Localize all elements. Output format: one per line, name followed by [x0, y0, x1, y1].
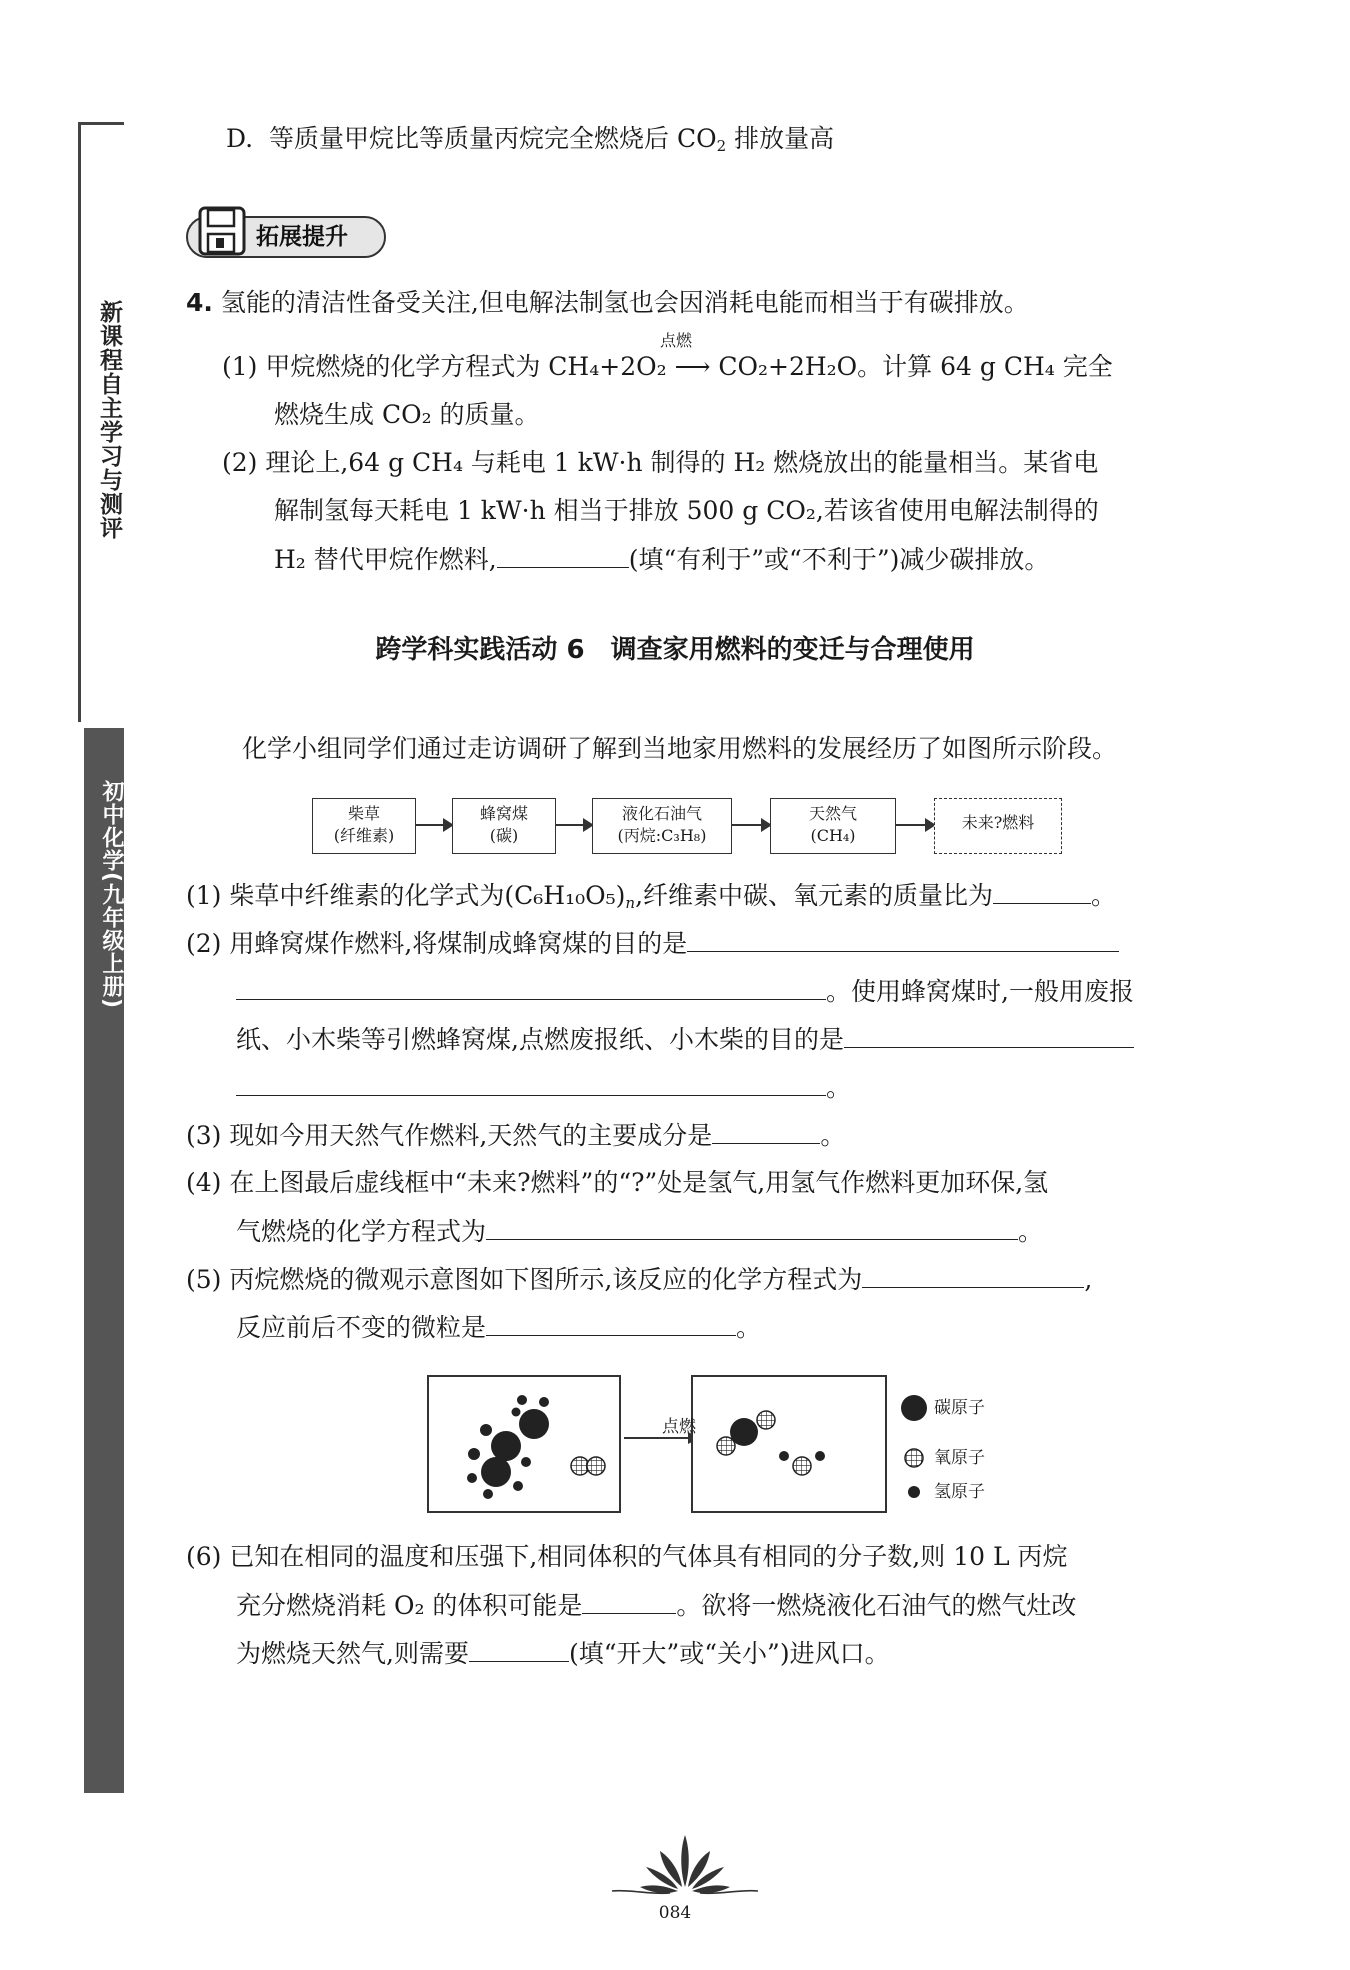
- legend-hydrogen-symbol: [908, 1486, 920, 1498]
- micro-arrow-label: 点燃: [662, 1417, 696, 1437]
- q4-stem-text: 氢能的清洁性备受关注,但电解法制氢也会因消耗电能而相当于有碳排放。: [220, 288, 1029, 317]
- q4-stem: [186, 286, 1029, 320]
- answer-blank[interactable]: [236, 1070, 826, 1096]
- legend-carbon-symbol: [901, 1395, 927, 1421]
- q4-number: 4.: [186, 288, 213, 317]
- answer-blank[interactable]: [712, 1118, 820, 1144]
- question-1: (1) 柴草中纤维素的化学式为$(C_6H_{10}O_5)_n$,纤维素中碳、氧元素的质量比为 。: [186, 878, 1116, 913]
- question-2-line3: 纸、小木柴等引燃蜂窝煤,点燃废报纸、小木柴的目的是: [236, 1022, 1134, 1057]
- question-2-line1: (2) 用蜂窝煤作燃料,将煤制成蜂窝煤的目的是: [186, 926, 1119, 961]
- answer-blank[interactable]: [687, 926, 1119, 952]
- page-number: 084: [658, 1903, 692, 1923]
- flow-arrow: [732, 824, 770, 826]
- flow-arrow: [416, 824, 452, 826]
- leaf-ornament-icon: [610, 1825, 760, 1905]
- question-5-line2: 反应前后不变的微粒是 。: [236, 1310, 761, 1345]
- option-d-label: D.: [226, 124, 254, 153]
- floppy-disk-icon: [196, 204, 252, 260]
- question-2-line4: 。: [236, 1070, 851, 1105]
- activity-intro: 化学小组同学们通过走访调研了解到当地家用燃料的发展经历了如图所示阶段。: [242, 734, 1118, 763]
- answer-blank[interactable]: [862, 1262, 1084, 1288]
- flow-arrow: [556, 824, 592, 826]
- question-6-line3: 为燃烧天然气,则需要 (填“开大”或“关小”)进风口。: [236, 1636, 890, 1671]
- propane-combustion-micro-diagram: [426, 1370, 986, 1525]
- flow-box-natural-gas: 天然气 (CH₄): [770, 798, 896, 854]
- answer-blank[interactable]: [236, 974, 826, 1000]
- flow-box-future-fuel: 未来?燃料: [934, 798, 1062, 854]
- legend-carbon-label: 碳原子: [934, 1398, 985, 1418]
- sidebar-subject-label: 初中化学(九年级上册): [99, 780, 124, 1010]
- question-5-line1: (5) 丙烷燃烧的微观示意图如下图所示,该反应的化学方程式为 ,: [186, 1262, 1092, 1297]
- sidebar-book-title: 新课程自主学习与测评: [96, 300, 122, 540]
- legend-oxygen-symbol: [905, 1449, 923, 1467]
- activity-title: 跨学科实践活动 6 调查家用燃料的变迁与合理使用: [375, 635, 975, 665]
- flow-box-honeycomb-coal: 蜂窝煤 (碳): [452, 798, 556, 854]
- question-2-line2: 。使用蜂窝煤时,一般用废报: [236, 974, 1134, 1009]
- answer-blank[interactable]: [497, 542, 629, 568]
- option-d-text: 等质量甲烷比等质量丙烷完全燃烧后 CO: [269, 124, 717, 153]
- question-3: (3) 现如今用天然气作燃料,天然气的主要成分是 。: [186, 1118, 845, 1153]
- q4-p1-line1: (1) 甲烷燃烧的化学方程式为 CH₄+2O₂ ⟶ CO₂+2H₂O。计算 64 g CH₄ 完全: [222, 352, 1113, 381]
- q4-p2-line1: (2) 理论上,64 g CH₄ 与耗电 1 kW·h 制得的 H₂ 燃烧放出的能量相当。某省电: [222, 448, 1099, 477]
- answer-blank[interactable]: [486, 1214, 1018, 1240]
- section-badge-label: 拓展提升: [256, 224, 348, 250]
- question-4-line1: (4) 在上图最后虚线框中“未来?燃料”的“?”处是氢气,用氢气作燃料更加环保,氢: [186, 1168, 1049, 1197]
- answer-blank[interactable]: [844, 1022, 1134, 1048]
- legend-hydrogen-label: 氢原子: [934, 1482, 985, 1502]
- q4-p2-line2: 解制氢每天耗电 1 kW·h 相当于排放 500 g CO₂,若该省使用电解法制得的: [274, 496, 1099, 525]
- legend-oxygen-label: 氧原子: [934, 1448, 985, 1468]
- flow-box-lpg: 液化石油气 (丙烷:C₃H₈): [592, 798, 732, 854]
- answer-blank[interactable]: [486, 1310, 736, 1336]
- q4-p1-line2: 燃烧生成 CO₂ 的质量。: [274, 400, 540, 429]
- flow-arrow: [896, 824, 934, 826]
- q4-p2-line3: H₂ 替代甲烷作燃料, (填“有利于”或“不利于”)减少碳排放。: [274, 542, 1049, 577]
- flow-box-firewood: 柴草 (纤维素): [312, 798, 416, 854]
- question-6-line2: 充分燃烧消耗 O₂ 的体积可能是 。欲将一燃烧液化石油气的燃气灶改: [236, 1588, 1076, 1623]
- q4-p1-condition: 点燃: [660, 331, 693, 350]
- sidebar-rule-tick: [78, 122, 124, 125]
- option-d: D. 等质量甲烷比等质量丙烷完全燃烧后 $CO_2$ 排放量高: [226, 124, 835, 155]
- question-6-line1: (6) 已知在相同的温度和压强下,相同体积的气体具有相同的分子数,则 10 L 丙烷: [186, 1542, 1068, 1571]
- answer-blank[interactable]: [993, 878, 1091, 904]
- question-4-line2: 气燃烧的化学方程式为 。: [236, 1214, 1043, 1249]
- answer-blank[interactable]: [582, 1588, 676, 1614]
- answer-blank[interactable]: [469, 1636, 569, 1662]
